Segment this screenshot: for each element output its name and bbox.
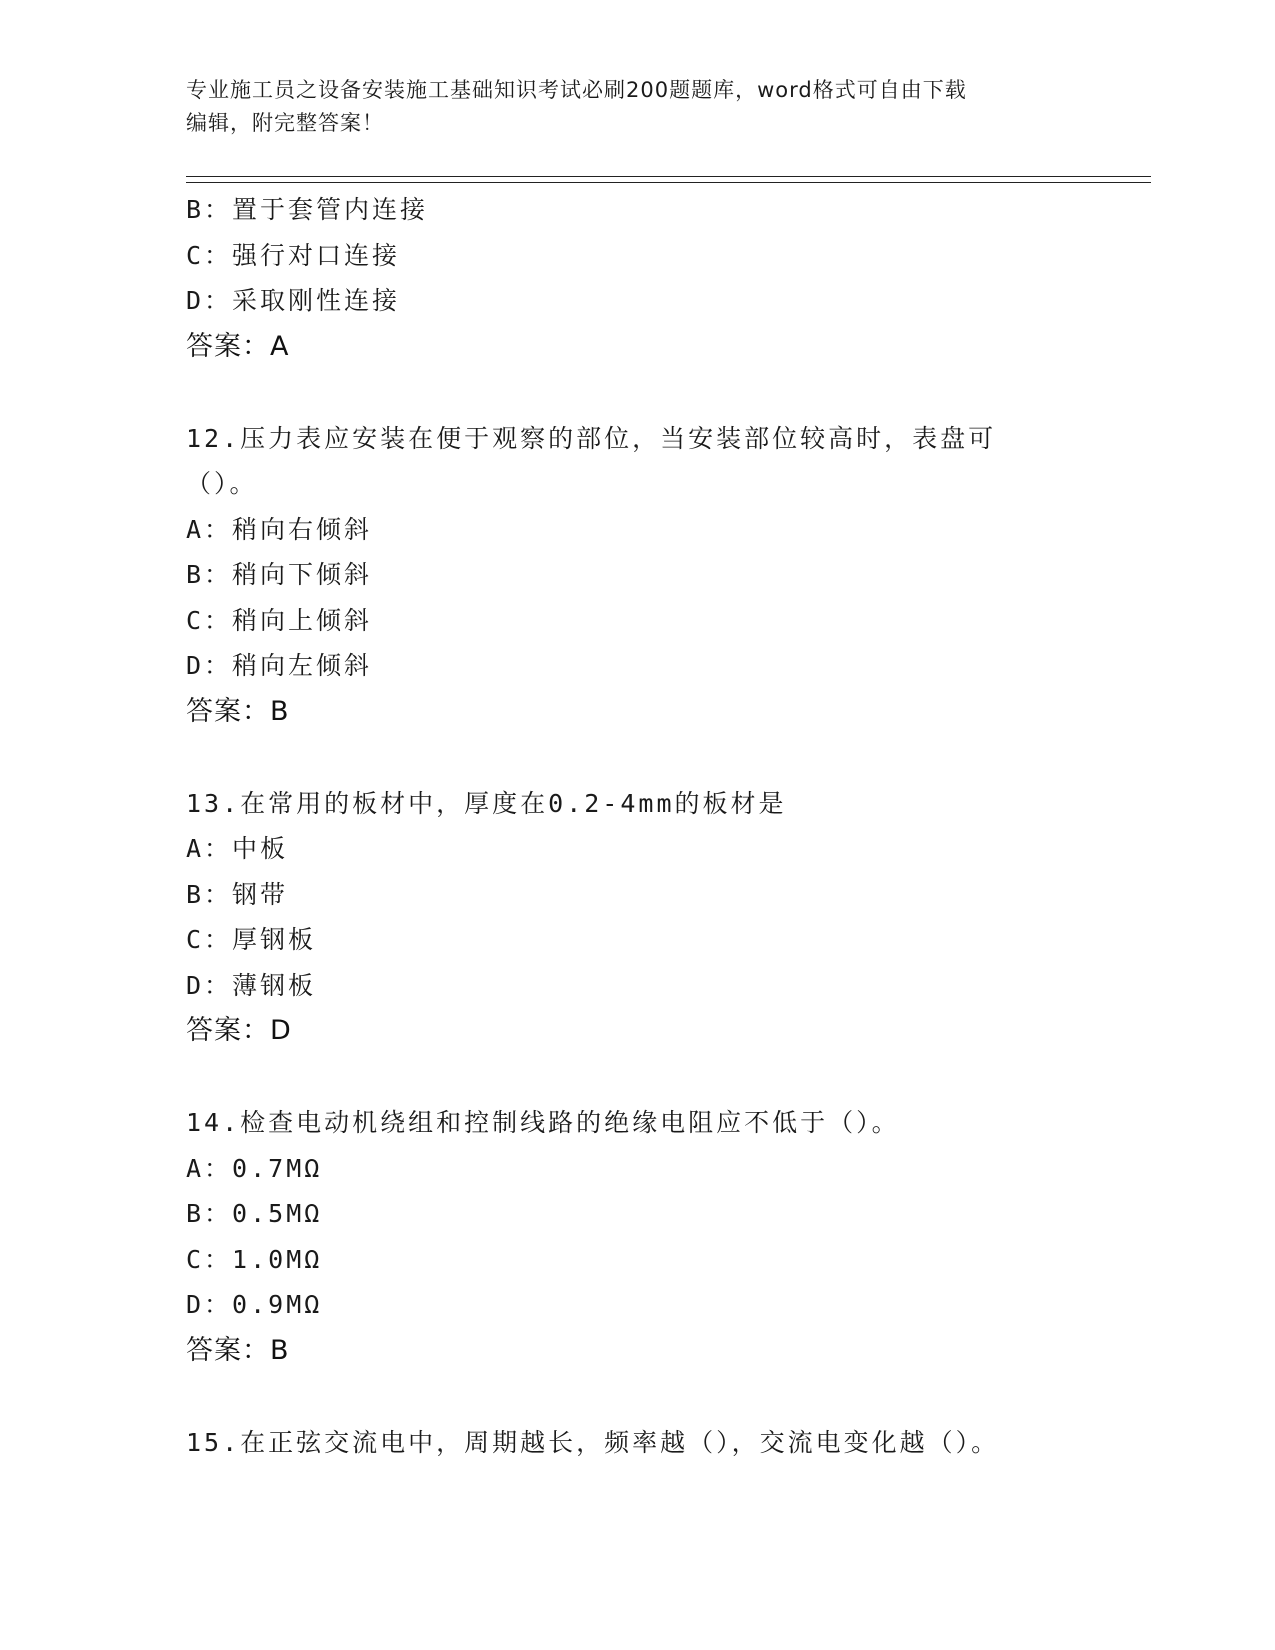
option-b: B：钢带 [186, 879, 289, 909]
option-b: B：0.5MΩ [186, 1199, 323, 1228]
header-divider-bottom [186, 182, 1151, 183]
option-d: D：采取刚性连接 [186, 286, 401, 315]
question-11-continued [186, 187, 1086, 370]
question-12 [186, 416, 1086, 735]
answer-label: 答案：D [186, 1015, 292, 1046]
question-stem: 12.压力表应安装在便于观察的部位，当安装部位较高时，表盘可（）。 [186, 423, 997, 498]
option-a: A：稍向右倾斜 [186, 514, 373, 544]
option-c: C：厚钢板 [186, 925, 317, 954]
document-header [186, 74, 1086, 140]
answer-label: 答案：A [186, 330, 290, 362]
answer-label: 答案：B [186, 695, 290, 727]
option-b: B：稍向下倾斜 [186, 560, 373, 589]
option-a: A：0.7MΩ [186, 1153, 323, 1183]
question-list [186, 187, 1086, 1465]
option-d: D：稍向左倾斜 [186, 651, 373, 680]
option-d: D：0.9MΩ [186, 1290, 323, 1319]
header-title-line-2: 编辑，附完整答案！ [186, 111, 384, 135]
option-b: B：置于套管内连接 [186, 195, 429, 224]
question-13 [186, 781, 1086, 1055]
answer-label: 答案：B [186, 1334, 290, 1366]
option-d: D：薄钢板 [186, 970, 317, 1000]
question-15 [186, 1420, 1086, 1466]
question-stem: 13.在常用的板材中，厚度在0.2-4mm的板材是 [186, 788, 787, 818]
header-divider-top [186, 176, 1151, 177]
header-title-line-1: 专业施工员之设备安装施工基础知识考试必刷200题题库，word格式可自由下载 [186, 78, 967, 102]
option-c: C：稍向上倾斜 [186, 605, 373, 635]
option-c: C：强行对口连接 [186, 240, 401, 270]
question-14 [186, 1100, 1086, 1374]
question-stem: 14.检查电动机绕组和控制线路的绝缘电阻应不低于（）。 [186, 1108, 900, 1137]
option-c: C：1.0MΩ [186, 1244, 323, 1274]
option-a: A：中板 [186, 834, 289, 863]
question-stem: 15.在正弦交流电中，周期越长，频率越（），交流电变化越（）。 [186, 1427, 1000, 1457]
